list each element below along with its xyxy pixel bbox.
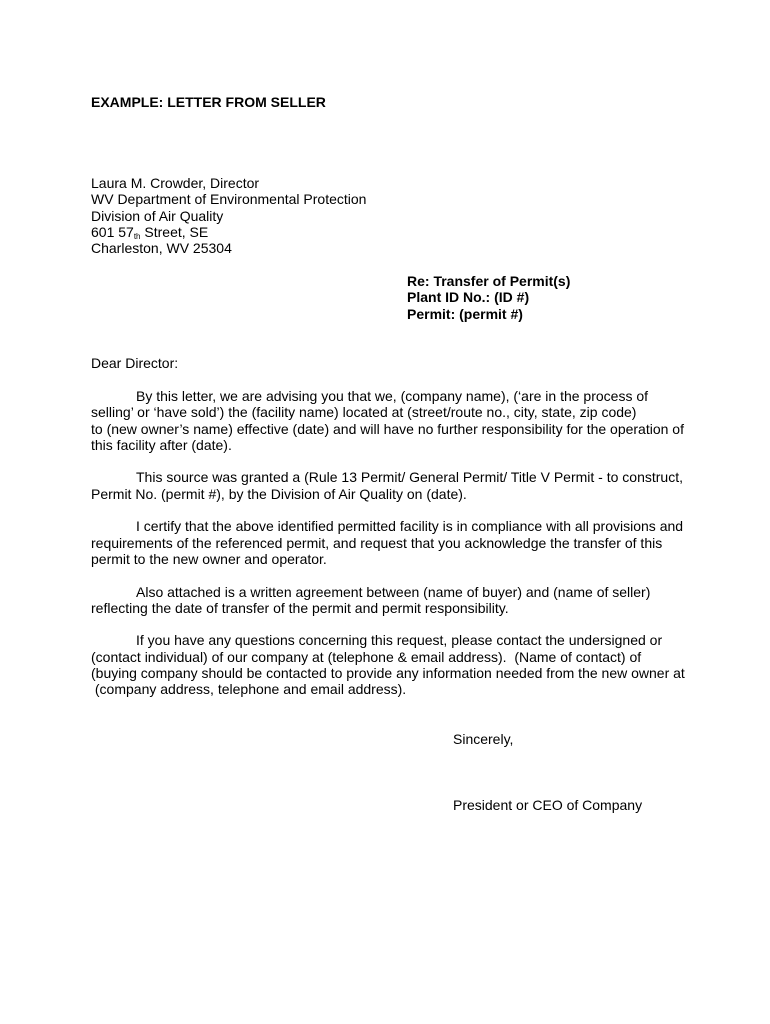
- recipient-name: Laura M. Crowder, Director: [91, 175, 260, 191]
- paragraph-5: [91, 632, 691, 697]
- letter-heading: EXAMPLE: LETTER FROM SELLER: [91, 94, 326, 110]
- paragraph-line: to (new owner’s name) effective (date) and will have no further responsibility for the operation of: [91, 420, 684, 437]
- recipient-address: [91, 175, 366, 256]
- paragraph-line: If you have any questions concerning this request, please contact the undersigned or: [136, 632, 663, 649]
- reference-plant-id: Plant ID No.: (ID #): [407, 289, 530, 306]
- recipient-organization: WV Department of Environmental Protection: [91, 191, 367, 208]
- paragraph-line: requirements of the referenced permit, and request that you acknowledge the transfer of this: [91, 534, 663, 551]
- recipient-division: Division of Air Quality: [91, 207, 224, 224]
- salutation: Dear Director:: [91, 355, 179, 371]
- paragraph-1: [91, 388, 691, 453]
- recipient-city: Charleston, WV 25304: [91, 240, 232, 257]
- paragraph-line: I certify that the above identified permitted facility is in compliance with all provisions and: [136, 518, 684, 535]
- paragraph-line: (buying company should be contacted to provide any information needed from the new owner at: [91, 665, 685, 682]
- reference-subject: Re: Transfer of Permit(s): [407, 273, 571, 289]
- street-rest: Street, SE: [140, 223, 209, 240]
- paragraph-3: [91, 518, 691, 567]
- paragraph-line: Permit No. (permit #), by the Division of Air Quality on (date).: [91, 485, 467, 502]
- reference-block: [407, 273, 570, 322]
- paragraph-line: selling’ or ‘have sold’) the (facility name) located at (street/route no., city, state, zip code): [91, 404, 637, 421]
- closing: Sincerely,: [453, 731, 514, 747]
- paragraph-line: By this letter, we are advising you that we, (company name), (‘are in the process of: [136, 388, 649, 404]
- signature-title: President or CEO of Company: [453, 797, 643, 813]
- street-suffix: th: [133, 231, 141, 241]
- paragraph-4: [91, 584, 691, 617]
- recipient-street: [91, 224, 366, 240]
- street-number: 601 57: [91, 223, 134, 240]
- paragraph-2: [91, 469, 691, 502]
- paragraph-line: permit to the new owner and operator.: [91, 550, 327, 567]
- paragraph-line: (company address, telephone and email address).: [91, 681, 407, 698]
- paragraph-line: (contact individual) of our company at (telephone & email address). (Name of contact) of: [91, 648, 642, 665]
- paragraph-line: This source was granted a (Rule 13 Permit/ General Permit/ Title V Permit - to construct,: [136, 469, 683, 486]
- paragraph-line: Also attached is a written agreement between (name of buyer) and (name of seller): [136, 583, 651, 600]
- paragraph-line: reflecting the date of transfer of the permit and permit responsibility.: [91, 599, 509, 616]
- paragraph-line: this facility after (date).: [91, 436, 232, 453]
- reference-permit: Permit: (permit #): [407, 305, 523, 322]
- letter-body: [91, 388, 691, 714]
